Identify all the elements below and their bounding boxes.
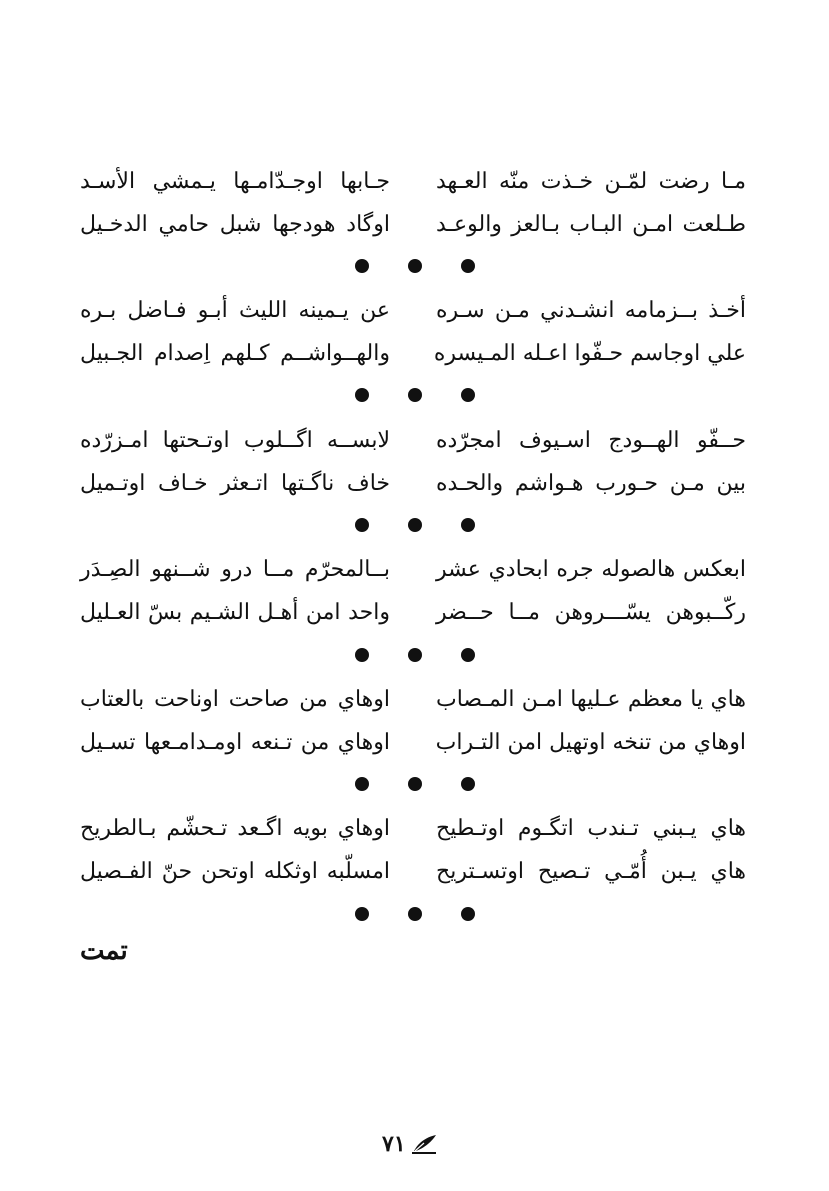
second-hemistich: لابســه اگــلوب اوتـحتها امـزرّده — [80, 428, 390, 453]
dot-icon — [461, 777, 475, 791]
dot-icon — [408, 388, 422, 402]
verse-line — [60, 679, 770, 721]
verse-line — [60, 808, 770, 850]
three-dot-separator — [355, 385, 475, 405]
verse-line — [60, 161, 770, 203]
dot-icon — [355, 907, 369, 921]
dot-icon — [461, 518, 475, 532]
second-hemistich: اوهاي بويه اگـعد تـحشّم بـالطريح — [80, 816, 390, 841]
three-dot-separator — [355, 904, 475, 924]
first-hemistich: مـا رضت لمّـن خـذت منّه العـهد — [436, 169, 746, 194]
first-hemistich: ابعكس هالصوله جره ابحادي عشر — [436, 557, 746, 582]
first-hemistich: اوهاي من تنخه اوتهيل امن التـراب — [435, 730, 746, 755]
first-hemistich: أخـذ بــزمامه انشـدني مـن سـره — [436, 298, 746, 323]
three-dot-separator — [355, 256, 475, 276]
dot-icon — [408, 648, 422, 662]
verse-line — [60, 722, 770, 764]
second-hemistich: اوهاي من صاحت اوناحت بالعتاب — [80, 687, 390, 712]
dot-icon — [408, 518, 422, 532]
verse-line — [60, 204, 770, 246]
ending-mark: تمت — [80, 936, 128, 966]
verse-line — [60, 549, 770, 591]
second-hemistich: بــالمحرّم مــا درو شــنهو الصِـدَر — [80, 557, 390, 582]
three-dot-separator — [355, 774, 475, 794]
dot-icon — [461, 259, 475, 273]
dot-icon — [408, 259, 422, 273]
dot-icon — [461, 907, 475, 921]
second-hemistich: واحد امن أهـل الشـيم بسّ العـليل — [80, 600, 390, 625]
dot-icon — [355, 648, 369, 662]
first-hemistich: طـلعت امـن البـاب بـالعز والوعـد — [436, 212, 746, 237]
dot-icon — [461, 388, 475, 402]
dot-icon — [461, 648, 475, 662]
verse-line — [60, 463, 770, 505]
second-hemistich: اوهاي من تـنعه اومـدامـعها تسـيل — [80, 730, 390, 755]
second-hemistich: عن يـمينه الليث أبـو فـاضل بـره — [80, 298, 390, 323]
first-hemistich: ركّــبوهن يسّـــروهن مــا حــضر — [436, 600, 746, 625]
dot-icon — [355, 388, 369, 402]
dot-icon — [355, 259, 369, 273]
first-hemistich: هاي يـبن أُمّـي تـصيح اوتسـتريح — [436, 859, 746, 884]
first-hemistich: بين مـن حـورب هـواشم والحـده — [436, 471, 746, 496]
verse-line — [60, 592, 770, 634]
second-hemistich: خاف ناگـتها اتـعثر خـاف اوتـميل — [80, 471, 390, 496]
three-dot-separator — [355, 515, 475, 535]
three-dot-separator — [355, 645, 475, 665]
second-hemistich: جـابها اوجـدّامـها يـمشي الأسـد — [80, 169, 390, 194]
first-hemistich: حــفّو الهــودج اسـيوف امجرّده — [436, 428, 746, 453]
first-hemistich: هاي يا معظم عـليها امـن المـصاب — [436, 687, 746, 712]
verse-line — [60, 333, 770, 375]
dot-icon — [355, 518, 369, 532]
quill-pen-icon — [410, 1133, 438, 1155]
first-hemistich: هاي يـبني تـندب اتگـوم اوتـطيح — [436, 816, 746, 841]
page-number: ٧١ — [382, 1131, 406, 1157]
dot-icon — [408, 907, 422, 921]
second-hemistich: امسلّبه اوثكله اوتحن حنّ الفـصيل — [80, 859, 390, 884]
verse-line — [60, 420, 770, 462]
second-hemistich: اوگاد هودجها شبل حامي الدخـيل — [80, 212, 390, 237]
second-hemistich: والهــواشــم كـلهم اِصدام الجـبيل — [80, 341, 390, 366]
dot-icon — [355, 777, 369, 791]
verse-line — [60, 851, 770, 893]
page-number-block — [382, 1128, 452, 1160]
verse-line — [60, 290, 770, 332]
dot-icon — [408, 777, 422, 791]
first-hemistich: علي اوجاسم حـفّوا اعـله المـيسره — [433, 341, 746, 366]
